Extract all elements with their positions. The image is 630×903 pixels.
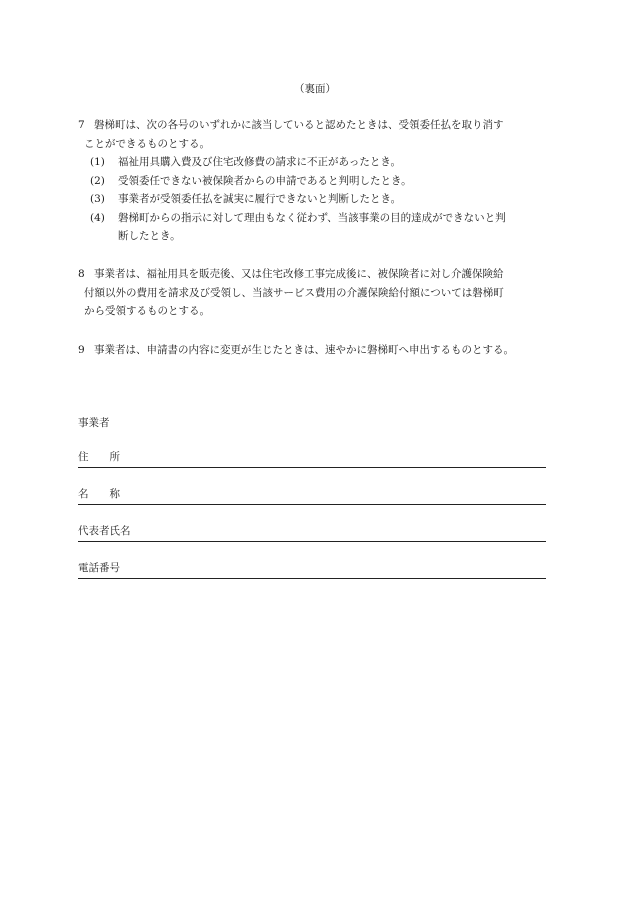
address-field[interactable] — [78, 449, 546, 468]
name-field[interactable] — [78, 486, 546, 505]
phone-field[interactable] — [78, 560, 546, 579]
item-number: (2) — [90, 174, 105, 187]
clause-8-text-2: 付額以外の費用を請求及び受領し、当該サービス費用の介護保険給付額については磐梯町 — [84, 286, 504, 299]
item-text-continued: 断したとき。 — [118, 230, 181, 242]
clause-8-text-3: から受領するものとする。 — [84, 305, 210, 317]
representative-label: 代表者氏名 — [78, 524, 131, 537]
item-text: 磐梯町からの指示に対して理由もなく従わず、当該事業の目的達成ができないと判 — [118, 211, 506, 224]
clause-9-number: 9 — [78, 344, 85, 356]
clause-7-text-1: 磐梯町は、次の各号のいずれかに該当していると認めたときは、受領委任払を取り消す — [94, 119, 504, 131]
clause-7-item-2 — [78, 172, 552, 191]
clause-7 — [78, 116, 552, 246]
clause-7-item-4 — [78, 209, 552, 246]
clause-7-item-1 — [78, 153, 552, 172]
address-label: 住 所 — [78, 450, 120, 463]
clause-7-line-1 — [78, 116, 552, 135]
phone-label: 電話番号 — [78, 561, 120, 574]
representative-field[interactable] — [78, 523, 546, 542]
clause-7-item-3 — [78, 190, 552, 209]
contractor-label: 事業者 — [78, 417, 110, 429]
clause-8-number: 8 — [78, 268, 85, 280]
clause-9-text-1: 事業者は、申請書の内容に変更が生じたときは、速やかに磐梯町へ申出するものとする。 — [94, 344, 514, 356]
clause-7-number: 7 — [78, 119, 85, 131]
name-label: 名 称 — [78, 487, 120, 500]
item-text: 受領委任できない被保険者からの申請であると判明したとき。 — [118, 174, 412, 187]
clause-9-line-1 — [78, 341, 552, 360]
page-header: （裏面） — [294, 83, 336, 95]
clause-7-text-2: ことができるものとする。 — [84, 137, 210, 150]
clause-8 — [78, 265, 552, 321]
clause-8-line-1 — [78, 265, 552, 284]
item-number: (1) — [90, 156, 105, 168]
item-number: (3) — [90, 193, 105, 205]
clause-9 — [78, 341, 552, 360]
item-text: 福祉用具購入費及び住宅改修費の請求に不正があったとき。 — [118, 156, 401, 168]
item-number: (4) — [90, 211, 105, 224]
clause-8-text-1: 事業者は、福祉用具を販売後、又は住宅改修工事完成後に、被保険者に対し介護保険給 — [94, 268, 504, 280]
item-text: 事業者が受領委任払を誠実に履行できないと判断したとき。 — [118, 193, 402, 205]
